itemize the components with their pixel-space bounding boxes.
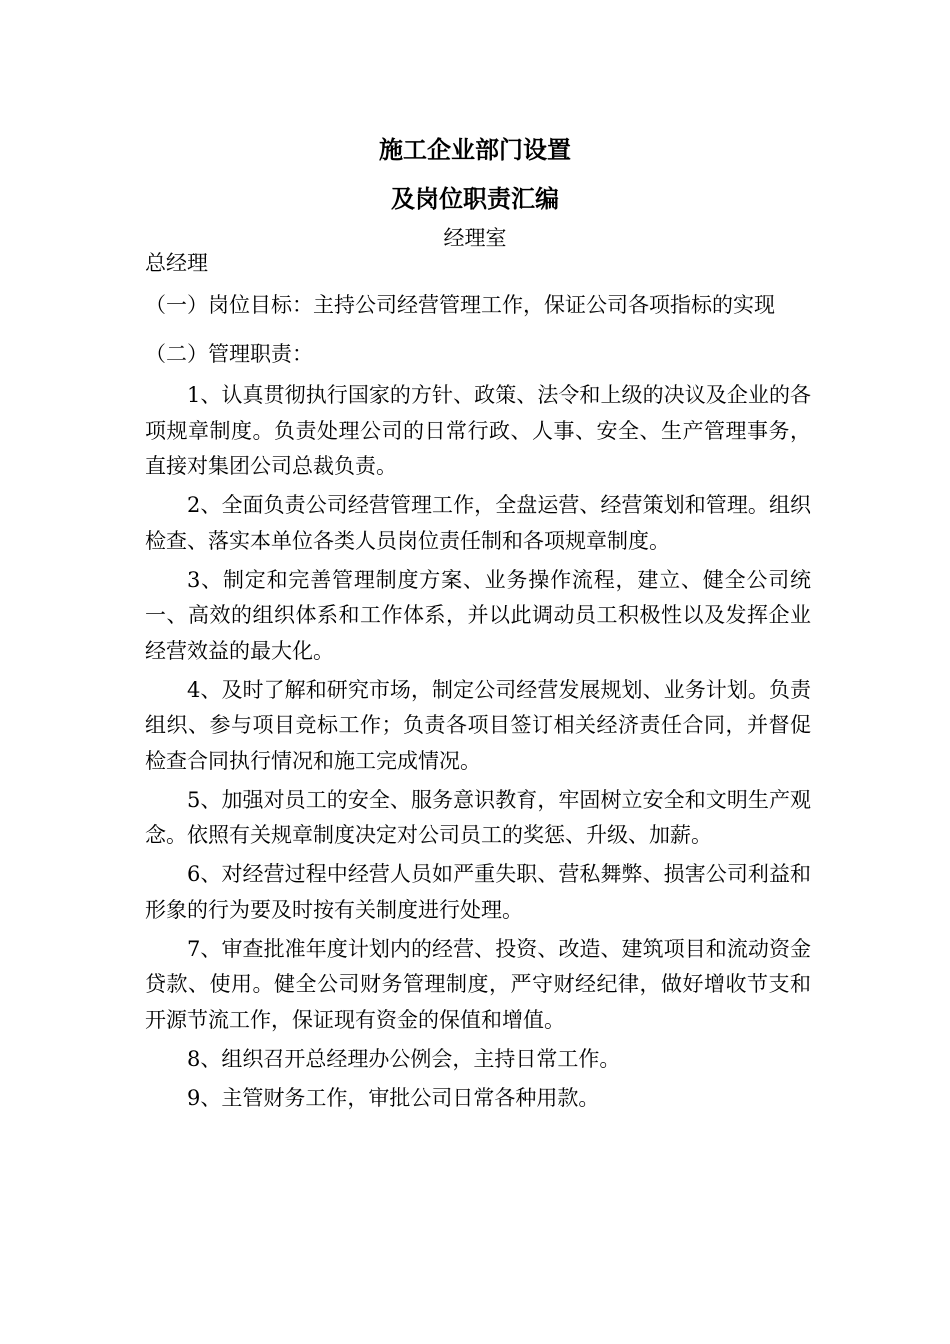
duty-item-5: 5、加强对员工的安全、服务意识教育，牢固树立安全和文明生产观念。依照有关规章制度决定对公司员工的奖惩、升级、加薪。 bbox=[145, 787, 811, 847]
duty-item-8: 8、组织召开总经理办公例会，主持日常工作。 bbox=[187, 1046, 621, 1071]
duty-item-4: 4、及时了解和研究市场，制定公司经营发展规划、业务计划。负责组织、参与项目竞标工作；负责各项目签订相关经济责任合同，并督促检查合同执行情况和施工完成情况。 bbox=[145, 677, 811, 773]
duty-item-6: 6、对经营过程中经营人员如严重失职、营私舞弊、损害公司利益和形象的行为要及时按有关制度进行处理。 bbox=[145, 862, 811, 922]
duty-item-9: 9、主管财务工作，审批公司日常各种用款。 bbox=[187, 1085, 600, 1110]
duty-item-2: 2、全面负责公司经营管理工作，全盘运营、经营策划和管理。组织检查、落实本单位各类人员岗位责任制和各项规章制度。 bbox=[145, 493, 811, 553]
document-title-line-2: 及岗位职责汇编 bbox=[391, 185, 559, 213]
duty-item-3: 3、制定和完善管理制度方案、业务操作流程，建立、健全公司统一、高效的组织体系和工作体系，并以此调动员工积极性以及发挥企业经营效益的最大化。 bbox=[145, 567, 811, 663]
duty-item-1: 1、认真贯彻执行国家的方针、政策、法令和上级的决议及企业的各项规章制度。负责处理公司的日常行政、人事、安全、生产管理事务，直接对集团公司总裁负责。 bbox=[145, 383, 811, 478]
position-objective: （一）岗位目标：主持公司经营管理工作，保证公司各项指标的实现 bbox=[145, 293, 775, 317]
department-heading: 经理室 bbox=[443, 226, 507, 250]
duty-item-7: 7、审查批准年度计划内的经营、投资、改造、建筑项目和流动资金贷款、使用。健全公司财务管理制度，严守财经纪律，做好增收节支和开源节流工作，保证现有资金的保值和增值。 bbox=[145, 936, 811, 1032]
duties-heading: （二）管理职责： bbox=[145, 342, 313, 366]
duties-list bbox=[145, 378, 811, 1120]
document-title-line-1: 施工企业部门设置 bbox=[379, 136, 571, 164]
position-heading: 总经理 bbox=[145, 251, 208, 275]
